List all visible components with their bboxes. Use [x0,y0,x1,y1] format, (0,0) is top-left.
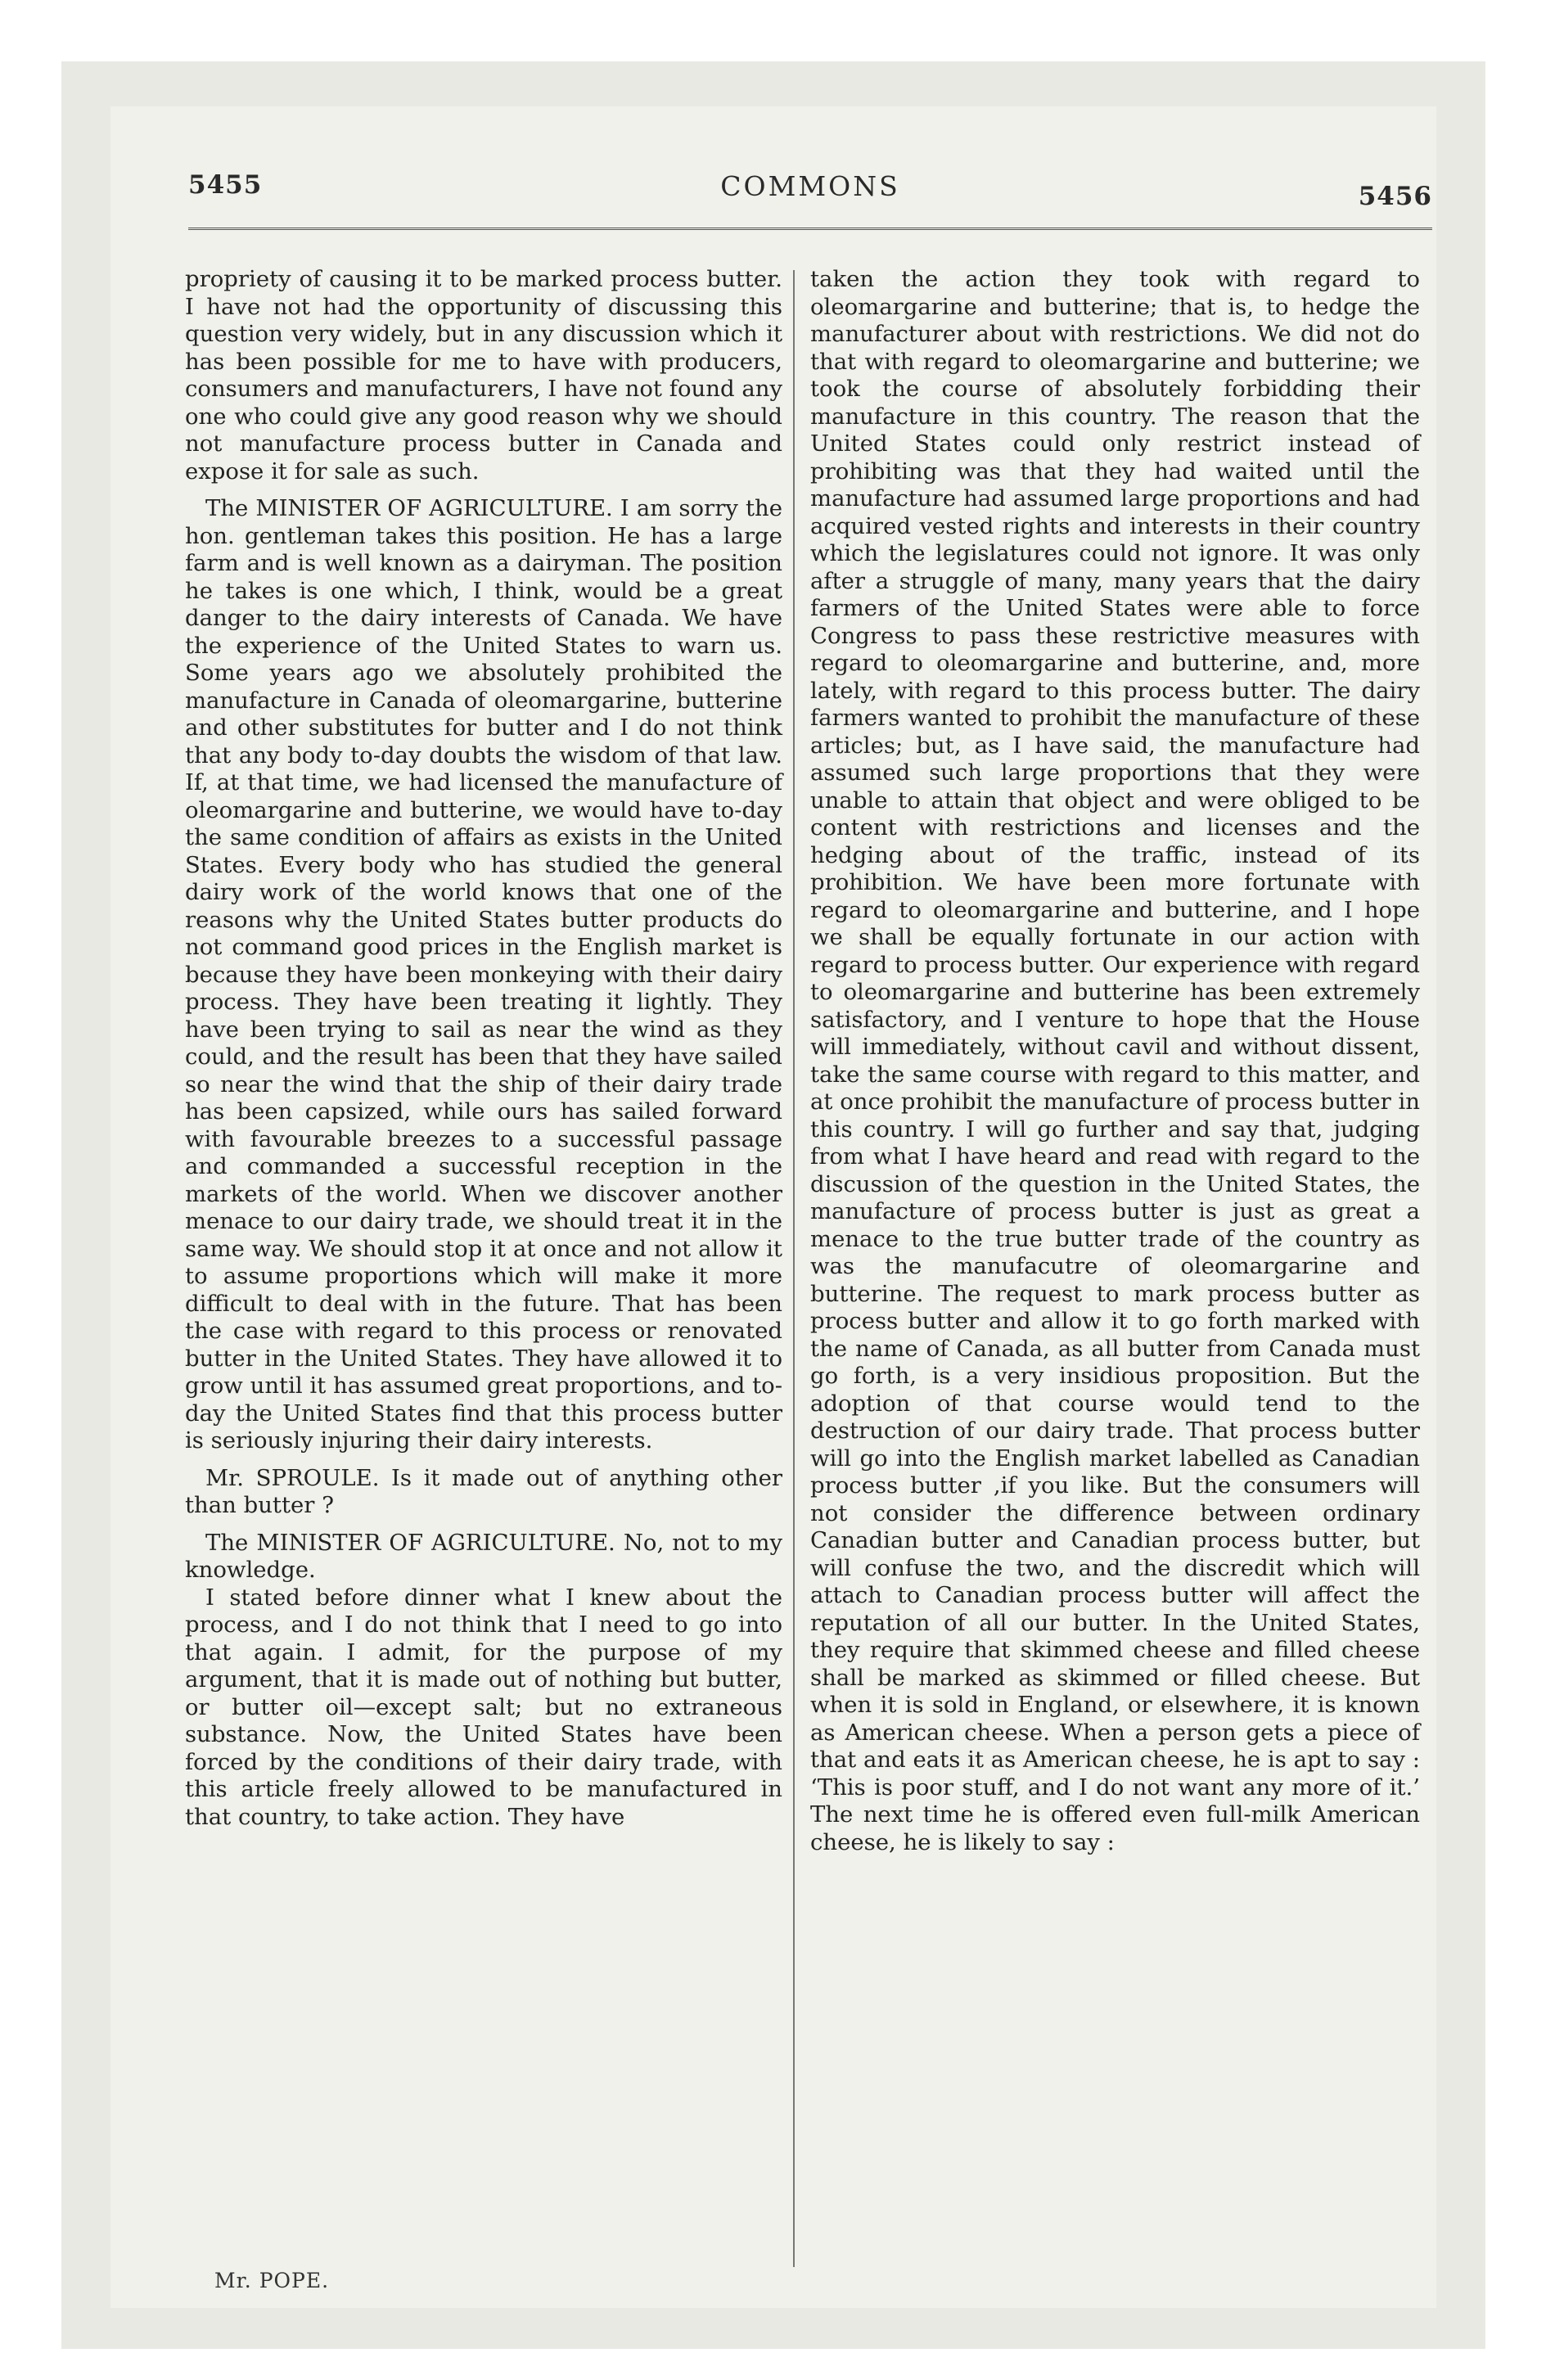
page-number-right: 5456 [1358,182,1432,211]
paragraph: Mr. SPROULE. Is it made out of anything other than butter ? [185,1464,782,1518]
paragraph: The MINISTER OF AGRICULTURE. No, not to my knowledge. [185,1529,782,1583]
page-number-left: 5455 [188,170,263,200]
paragraph: taken the action they took with regard to oleomargarine and butterine; that is, to hedge the manufacturer about with restrictions. We did not do that with regard to oleomargarine and butterine; we took the course of absolutely forbidding their manufacture in this country. The reason that the United States could only restrict instead of prohibiting was that they had waited until the manufacture had assumed large proportions and had acquired vested rights and interests in their country which the legislatures could not ignore. It was only after a struggle of many, many years that the dairy farmers of the United States were able to force Congress to pass these restrictive measures with regard to oleomargarine and butterine, and, more lately, with regard to this process butter. The dairy farmers wanted to prohibit the manufacture of these articles; but, as I have said, the manufacture had assumed such large proportions that they were unable to attain that object and were obliged to be content with restrictions and licenses and the hedging about of the traffic, instead of its prohibition. We have been more fortunate with regard to oleomargarine and butterine, and I hope we shall be equally fortunate in our action with regard to process butter. Our experience with regard to oleomargarine and butterine has been extremely satisfactory, and I venture to hope that the House will immediately, without cavil and without dissent, take the same course with regard to this matter, and at once prohibit the manufacture of process butter in this country. I will go further and say that, judging from what I have heard and read with regard to the discussion of the question in the United States, the manufacture of process butter is just as great a menace to the true butter trade of the country as was the manufacutre of oleomargarine and butterine. The request to mark process butter as process butter and allow it to go forth marked with the name of Canada, as all butter from Canada must go forth, is a very insidious proposition. But the adoption of that course would tend to the destruction of our dairy trade. That process butter will go into the English market labelled as Canadian process butter ,if you like. But the consumers will not consider the difference between ordinary Canadian butter and Canadian process butter, but will confuse the two, and the discredit which will attach to Canadian process butter will affect the reputation of all our butter. In the United States, they require that skimmed cheese and filled cheese shall be marked as skimmed or filled cheese. But when it is sold in England, or elsewhere, it is known as American cheese. When a person gets a piece of that and eats it as American cheese, he is apt to say : ‘This is poor stuff, and I do not want any more of it.’ The next time he is offered even full-milk American cheese, he is likely to say : [810,266,1420,1855]
paragraph: propriety of causing it to be marked process butter. I have not had the opportunity of discussing this question very widely, but in any discussion which it has been possible for me to have with producers, consumers and manufacturers, I have not found any one who could give any good reason why we should not manufacture process butter in Canada and expose it for sale as such. [185,266,782,485]
column-divider [793,270,795,2267]
page-title: COMMONS [720,170,900,202]
right-column [810,266,1420,1856]
page-footer: Mr. POPE. [214,2269,330,2292]
left-column [185,266,782,1831]
paragraph: The MINISTER OF AGRICULTURE. I am sorry the hon. gentleman takes this position. He has a large farm and is well known as a dairyman. The position he takes is one which, I think, would be a great danger to the dairy interests of Canada. We have the experience of the United States to warn us. Some years ago we absolutely prohibited the manufacture in Canada of oleomargarine, butterine and other substitutes for butter and I do not think that any body to-day doubts the wisdom of that law. If, at that time, we had licensed the manufacture of oleomargarine and butterine, we would have to-day the same condition of affairs as exists in the United States. Every body who has studied the general dairy work of the world knows that one of the reasons why the United States butter products do not command good prices in the English market is because they have been monkeying with their dairy process. They have been treating it lightly. They have been trying to sail as near the wind as they could, and the result has been that they have sailed so near the wind that the ship of their dairy trade has been capsized, while ours has sailed forward with favourable breezes to a successful passage and commanded a successful reception in the markets of the world. When we discover another menace to our dairy trade, we should treat it in the same way. We should stop it at once and not allow it to assume proportions which will make it more difficult to deal with in the future. That has been the case with regard to this process or renovated butter in the United States. They have allowed it to grow until it has assumed great proportions, and to-day the United States find that this process butter is seriously injuring their dairy interests. [185,495,782,1454]
header-rule [188,228,1432,230]
page-header [188,164,1432,213]
paragraph: I stated before dinner what I knew about the process, and I do not think that I need to go into that again. I admit, for the purpose of my argument, that it is made out of nothing but butter, or butter oil—except salt; but no extraneous substance. Now, the United States have been forced by the conditions of their dairy trade, with this article freely allowed to be manufactured in that country, to take action. They have [185,1584,782,1830]
